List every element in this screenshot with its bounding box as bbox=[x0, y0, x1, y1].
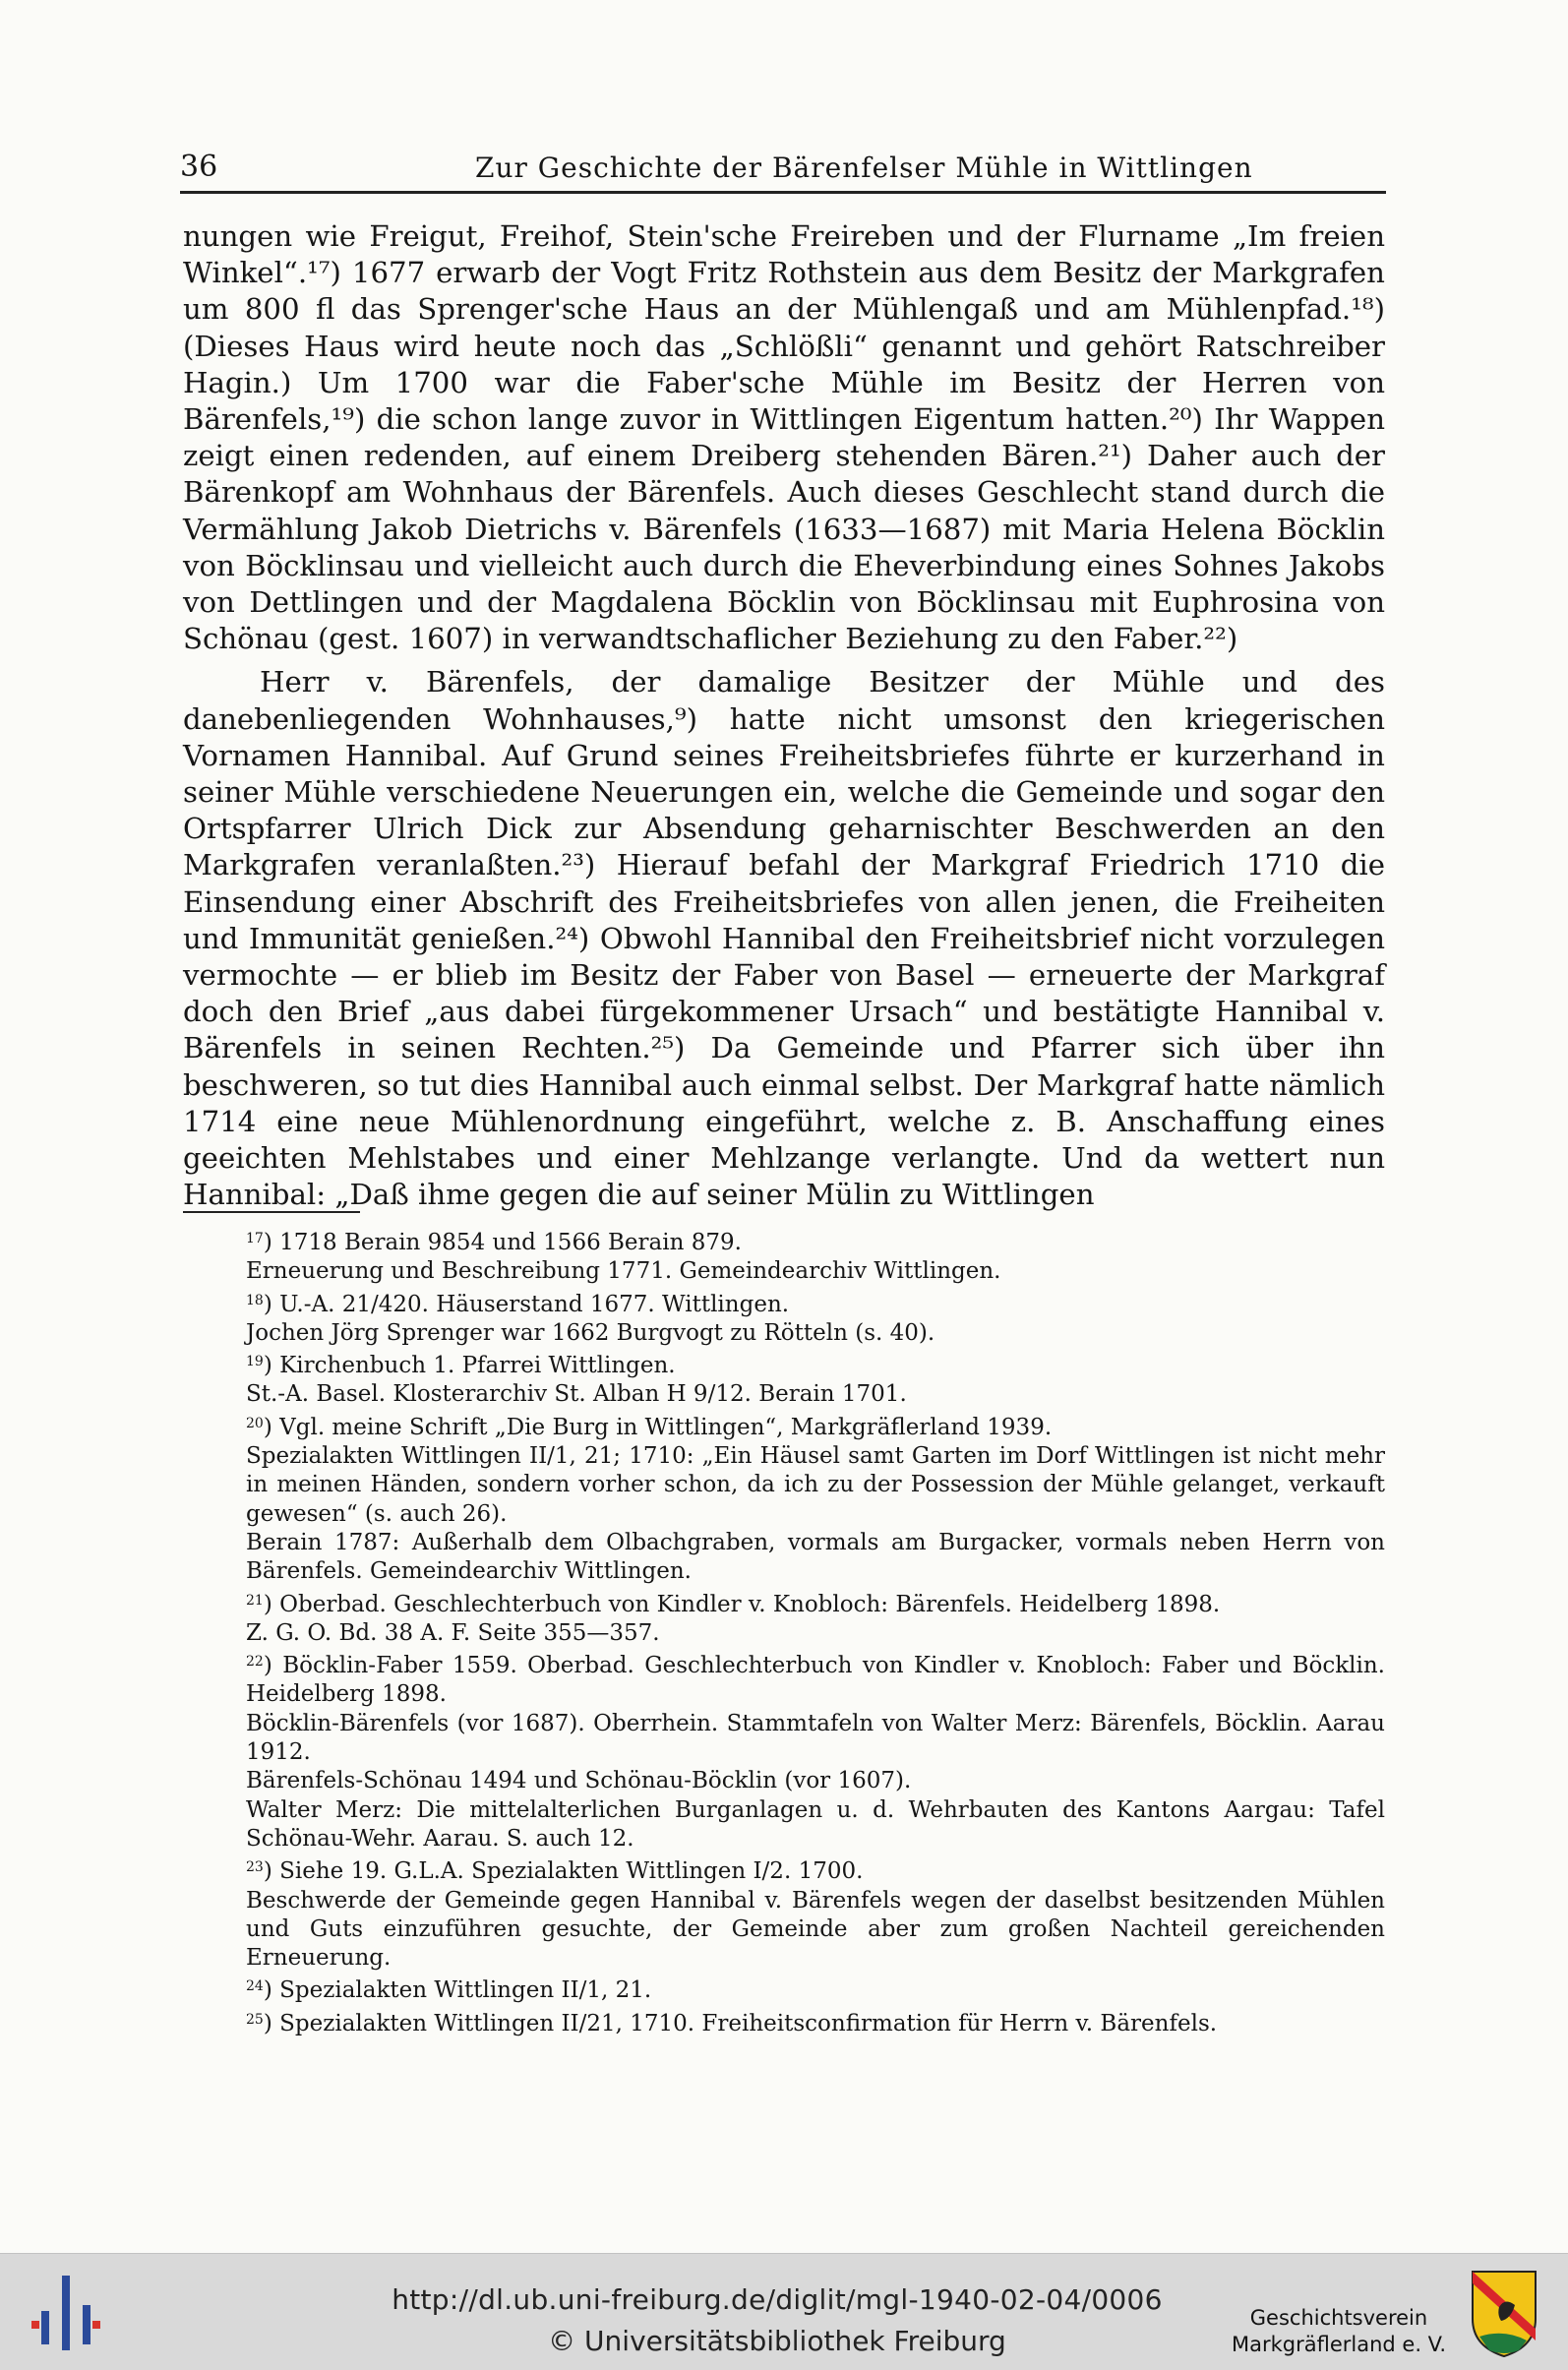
footnote-text: Böcklin-Bärenfels (vor 1687). Oberrhein. Stammtafeln von Walter Merz: Bärenfels, Böcklin. Aarau 1912. bbox=[246, 1710, 1385, 1766]
footnote-number: 23 bbox=[246, 1859, 264, 1876]
footnote-text: Jochen Jörg Sprenger war 1662 Burgvogt zu Rötteln (s. 40). bbox=[246, 1319, 935, 1346]
footnote-line: $^{25}$) Spezialakten Wittlingen II/21, 1710. Freiheitsconfirmation für Herrn v. Bärenfels. bbox=[246, 2010, 1218, 2036]
society-name bbox=[1226, 2305, 1452, 2358]
paragraph-1: nungen wie Freigut, Freihof, Stein'sche Freireben und der Flurname „Im freien Winkel“.¹⁷) 1677 erwarb der Vogt Fritz Rothstein aus dem Besitz der Markgrafen um 800 fl das Sprenger'sche Haus an der Mühlengaß und am Mühlenpfad.¹⁸) (Dieses Haus wird heute noch das „Schlößli“ genannt und gehört Ratschreiber Hagin.) Um 1700 war die Faber'sche Mühle im Besitz der Herren von Bärenfels,¹⁹) die schon lange zuvor in Wittlingen Eigentum hatten.²⁰) Ihr Wappen zeigt einen redenden, auf einem Dreiberg stehenden Bären.²¹) Daher auch der Bärenkopf am Wohnhaus der Bärenfels. Auch dieses Geschlecht stand durch die Vermählung Jakob Dietrichs v. Bärenfels (1633—1687) mit Maria Helena Böcklin von Böcklinsau und vielleicht auch durch die Eheverbindung eines Sohnes Jakobs von Dettlingen und der Magdalena Böcklin von Böcklinsau mit Euphrosina von Schönau (gest. 1607) in verwandtschaflicher Beziehung zu den Faber.²²) bbox=[183, 219, 1385, 656]
society-line-2: Markgräflerland e. V. bbox=[1231, 2333, 1447, 2356]
footnote-text: Z. G. O. Bd. 38 A. F. Seite 355—357. bbox=[246, 1619, 660, 1646]
footnote-text: Berain 1787: Außerhalb dem Olbachgraben, vormals am Burgacker, vormals neben Herrn von Bärenfels. Gemeindearchiv Wittlingen. bbox=[246, 1529, 1385, 1585]
footnote-line: $^{21}$) Oberbad. Geschlechterbuch von Kindler v. Knobloch: Bärenfels. Heidelberg 1898. bbox=[246, 1591, 1221, 1617]
footnote-line bbox=[183, 1442, 1385, 1529]
footnote-line: $^{20}$) Vgl. meine Schrift „Die Burg in Wittlingen“, Markgräflerland 1939. bbox=[246, 1414, 1053, 1440]
footnote-line bbox=[183, 1887, 1385, 1974]
running-title: Zur Geschichte der Bärenfelser Mühle in Wittlingen bbox=[475, 152, 1253, 184]
footnote-line: $^{19}$) Kirchenbuch 1. Pfarrei Wittlingen. bbox=[246, 1353, 676, 1379]
copyright-text: © Universitätsbibliothek Freiburg bbox=[548, 2325, 1006, 2357]
footnote-text: Böcklin-Faber 1559. Oberbad. Geschlechterbuch von Kindler v. Knobloch: Faber und Böcklin. Heidelberg 1898. bbox=[246, 1653, 1385, 1708]
footnote-line: $^{24}$) Spezialakten Wittlingen II/1, 21. bbox=[246, 1977, 652, 2004]
footnote-line bbox=[183, 1257, 1385, 1286]
footnote-number: 24 bbox=[246, 1978, 264, 1995]
footnote-text: Bärenfels-Schönau 1494 und Schönau-Böcklin (vor 1607). bbox=[246, 1768, 912, 1794]
footnote-text: Erneuerung und Beschreibung 1771. Gemeindearchiv Wittlingen. bbox=[246, 1258, 1001, 1285]
ub-freiburg-logo-icon[interactable] bbox=[30, 2268, 102, 2358]
footnote-line: $^{17}$) 1718 Berain 9854 und 1566 Berain 879. bbox=[246, 1230, 742, 1255]
footnote-number: 25 bbox=[246, 2011, 264, 2028]
footnote-text: Oberbad. Geschlechterbuch von Kindler v. Knobloch: Bärenfels. Heidelberg 1898. bbox=[279, 1591, 1221, 1617]
footnote-text: Spezialakten Wittlingen II/1, 21; 1710: „Ein Häusel samt Garten im Dorf Wittlingen ist nicht mehr in meinen Händen, sondern vorher schon, da ich zu der Possession der Mühle gelanget, verkauft gewesen“ (s. auch 26). bbox=[246, 1443, 1385, 1527]
footnote-line: $^{23}$) Siehe 19. G.L.A. Spezialakten Wittlingen I/2. 1700. bbox=[246, 1858, 864, 1885]
footnote-text: 1718 Berain 9854 und 1566 Berain 879. bbox=[279, 1230, 742, 1255]
footnote-text: Siehe 19. G.L.A. Spezialakten Wittlingen I/2. 1700. bbox=[279, 1858, 864, 1885]
society-line-1: Geschichtsverein bbox=[1249, 2306, 1428, 2330]
header-rule bbox=[180, 191, 1386, 194]
footnote-number: 18 bbox=[246, 1292, 264, 1308]
viewer-footer bbox=[0, 2253, 1568, 2370]
document-url-link[interactable]: http://dl.ub.uni-freiburg.de/diglit/mgl-1940-02-04/0006 bbox=[392, 2283, 1163, 2316]
footnote-number: 17 bbox=[246, 1231, 264, 1246]
footnote-text: St.-A. Basel. Klosterarchiv St. Alban H 9/12. Berain 1701. bbox=[246, 1381, 907, 1408]
footnote-line bbox=[183, 1319, 1385, 1348]
footnote-text: Beschwerde der Gemeinde gegen Hannibal v. Bärenfels wegen der daselbst besitzenden Mühlen und Guts einzuführen gesuchte, der Gemeinde aber zum großen Nachteil gereichenden Erneuerung. bbox=[246, 1887, 1385, 1972]
footnotes bbox=[183, 1225, 1385, 2038]
footnote-line bbox=[183, 1767, 1385, 1795]
footnote-text: Kirchenbuch 1. Pfarrei Wittlingen. bbox=[279, 1353, 676, 1379]
footnote-line bbox=[183, 1710, 1385, 1768]
footnote-line bbox=[183, 1796, 1385, 1854]
footnote-number: 19 bbox=[246, 1354, 264, 1370]
footnote-line bbox=[183, 1529, 1385, 1587]
footnote-number: 22 bbox=[246, 1654, 264, 1671]
footnote-text: U.-A. 21/420. Häuserstand 1677. Wittlingen. bbox=[279, 1291, 790, 1317]
markgraeflerland-crest-icon bbox=[1470, 2268, 1538, 2358]
running-header bbox=[180, 146, 1386, 189]
footnote-text: Spezialakten Wittlingen II/1, 21. bbox=[279, 1977, 652, 2004]
footnote-rule bbox=[183, 1211, 360, 1213]
paragraph-2: Herr v. Bärenfels, der damalige Besitzer der Mühle und des danebenliegenden Wohnhauses,⁹) hatte nicht umsonst den kriegerischen Vornamen Hannibal. Auf Grund seines Freiheitsbriefes führte er kurzerhand in seiner Mühle verschiedene Neuerungen ein, welche die Gemeinde und sogar den Ortspfarrer Ulrich Dick zur Absendung geharnischter Beschwerden an den Markgrafen veranlaßten.²³) Hierauf befahl der Markgraf Friedrich 1710 die Einsendung einer Abschrift des Freiheitsbriefes von allen jenen, die Freiheiten und Immunität genießen.²⁴) Obwohl Hannibal den Freiheitsbrief nicht vorzulegen vermochte — er blieb im Besitz der Faber von Basel — erneuerte der Markgraf doch den Brief „aus dabei fürgekommener Ursach“ und bestätigte Hannibal v. Bärenfels in seinen Rechten.²⁵) Da Gemeinde und Pfarrer sich über ihn beschweren, so tut dies Hannibal auch einmal selbst. Der Markgraf hatte nämlich 1714 eine neue Mühlenordnung eingeführt, welche z. B. Anschaffung eines geeichten Mehlstabes und einer Mehlzange verlangte. Und da wettert nun Hannibal: „Daß ihme gegen die auf seiner Mülin zu Wittlingen bbox=[183, 665, 1385, 1212]
footnote-text: Walter Merz: Die mittelalterlichen Burganlagen u. d. Wehrbauten des Kantons Aargau: Tafel Schönau-Wehr. Aarau. S. auch 12. bbox=[246, 1796, 1385, 1852]
footnote-line: $^{18}$) U.-A. 21/420. Häuserstand 1677. Wittlingen. bbox=[246, 1291, 790, 1317]
footnote-line bbox=[183, 1619, 1385, 1648]
footnote-line: $^{22}$) Böcklin-Faber 1559. Oberbad. Geschlechterbuch von Kindler v. Knobloch: Faber und Böcklin. Heidelberg 1898. bbox=[246, 1653, 1385, 1708]
footnote-number: 20 bbox=[246, 1415, 264, 1431]
page-number: 36 bbox=[180, 150, 218, 184]
footnote-number: 21 bbox=[246, 1592, 264, 1609]
footnote-text: Spezialakten Wittlingen II/21, 1710. Freiheitsconfirmation für Herrn v. Bärenfels. bbox=[279, 2010, 1218, 2036]
main-text bbox=[183, 218, 1385, 1213]
footnote-line bbox=[183, 1380, 1385, 1409]
footnote-text: Vgl. meine Schrift „Die Burg in Wittlingen“, Markgräflerland 1939. bbox=[279, 1414, 1053, 1440]
